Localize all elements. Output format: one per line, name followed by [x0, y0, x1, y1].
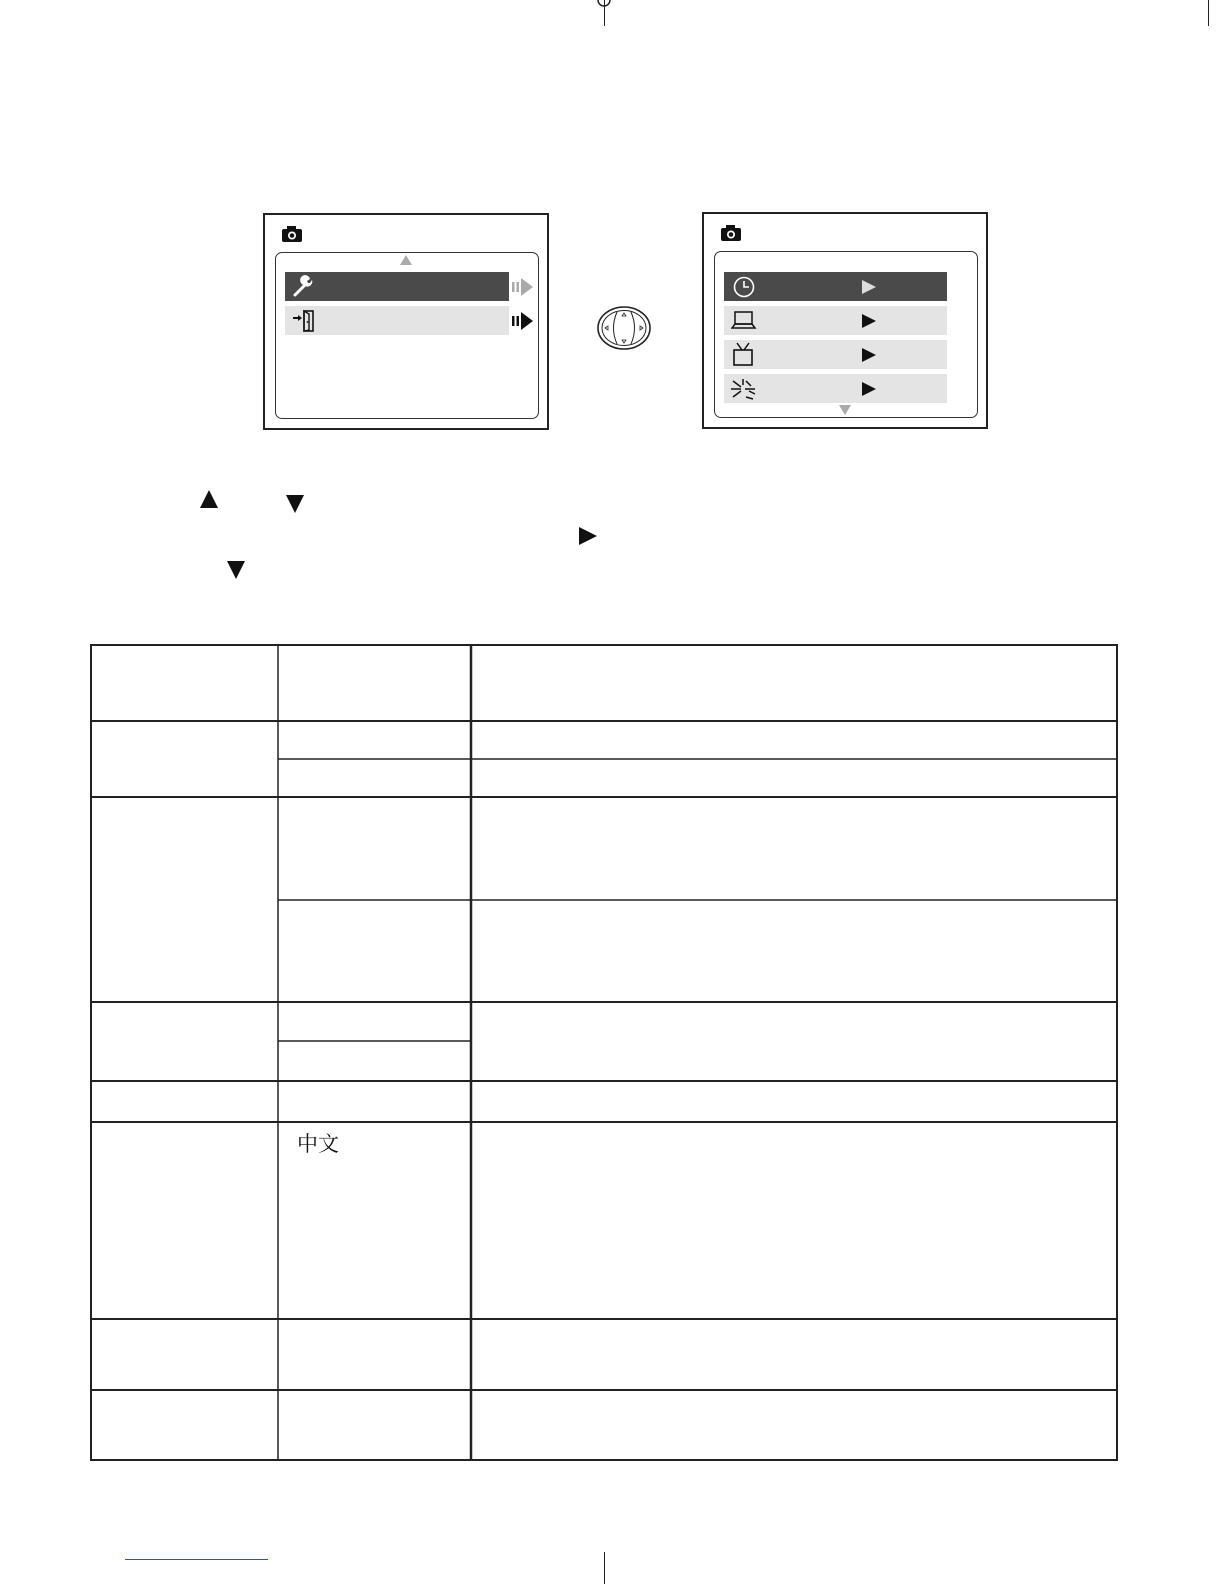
menu-item-tv-out[interactable] [724, 340, 947, 369]
link-underline [125, 1559, 268, 1560]
triangle-right-icon [862, 314, 876, 328]
camera-icon [720, 224, 742, 242]
triangle-right-icon [578, 526, 598, 546]
tv-icon [731, 342, 755, 368]
lcd-screen-setup-submenu [702, 212, 988, 429]
language-option-chinese: 中文 [297, 1132, 339, 1156]
triangle-up-icon [199, 489, 219, 509]
registration-mark [597, 0, 611, 8]
triangle-right-icon [862, 348, 876, 362]
menu-panel [275, 252, 539, 419]
scroll-down-icon [839, 405, 851, 415]
triangle-right-icon [862, 382, 876, 396]
table-grid [90, 644, 1118, 1461]
menu-panel [714, 251, 978, 418]
triangle-down-icon [226, 560, 246, 580]
menu-item-setup[interactable] [285, 272, 509, 301]
crop-mark-right [1208, 0, 1209, 26]
crop-mark-bottom [604, 1552, 605, 1584]
lcd-screen-setup-menu [263, 213, 549, 430]
double-arrow-right-icon [512, 311, 536, 331]
triangle-down-icon [285, 494, 305, 514]
sparkle-icon [729, 377, 757, 401]
camera-icon [281, 225, 303, 243]
exit-door-icon [292, 309, 316, 333]
menu-item-date-time[interactable] [724, 272, 947, 301]
triangle-right-icon [862, 280, 876, 294]
scroll-up-icon [400, 255, 412, 265]
computer-icon [731, 309, 757, 331]
menu-item-exit[interactable] [285, 306, 509, 335]
double-arrow-right-icon [512, 277, 536, 297]
wrench-icon [293, 275, 315, 297]
menu-item-usb[interactable] [724, 306, 947, 335]
four-way-dial-icon [596, 305, 652, 351]
clock-icon [732, 275, 756, 299]
settings-table [90, 644, 1118, 1461]
menu-item-flicker[interactable] [724, 374, 947, 403]
